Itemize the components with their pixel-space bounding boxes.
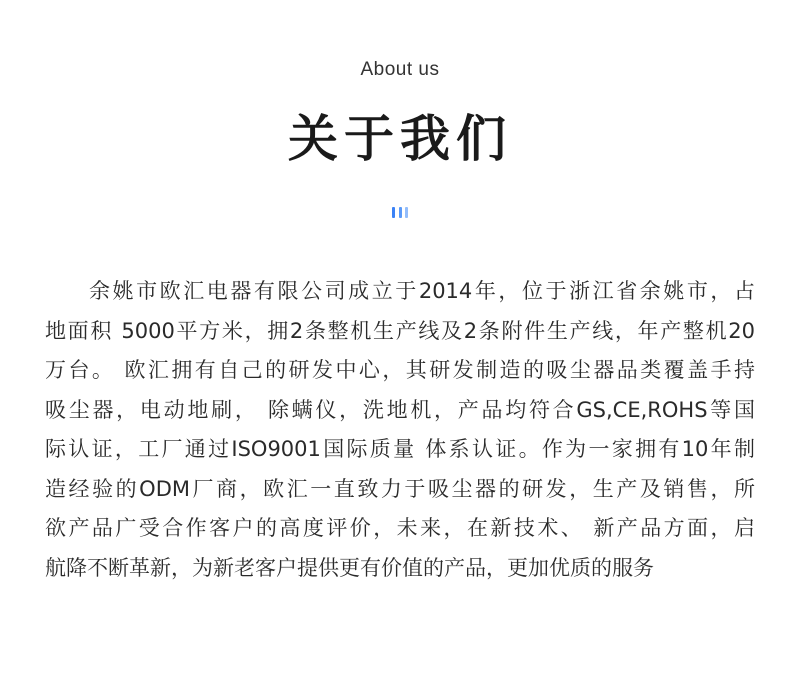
accent-bar <box>392 207 395 218</box>
paragraph-line: 欲产品广受合作客户的高度评价，未来，在新技术、 新产品方面，启 <box>45 516 755 540</box>
paragraph-line: 余姚市欧汇电器有限公司成立于2014年，位于浙江省余姚市，占 <box>89 279 755 303</box>
paragraph-line: 吸尘器，电动地刷， 除螨仪，洗地机，产品均符合GS,CE,ROHS等国 <box>45 397 755 422</box>
company-description <box>45 272 755 588</box>
paragraph-line: 航降不断革新，为新老客户提供更有价值的产品，更加优质的服务 <box>45 555 654 580</box>
section-title: 关于我们 <box>288 110 512 168</box>
section-subtitle: About us <box>360 59 440 80</box>
paragraph-line: 造经验的ODM厂商，欧汇一直致力于吸尘器的研发，生产及销售，所 <box>45 476 755 501</box>
accent-bar <box>405 207 408 218</box>
paragraph-line: 地面积 5000平方米，拥2条整机生产线及2条附件生产线，年产整机20 <box>45 318 755 343</box>
accent-bar <box>399 207 402 218</box>
title-accent-icon <box>392 207 408 218</box>
paragraph-line: 际认证，工厂通过ISO9001国际质量 体系认证。作为一家拥有10年制 <box>45 437 755 461</box>
paragraph-line: 万台。 欧汇拥有自己的研发中心，其研发制造的吸尘器品类覆盖手持 <box>45 358 755 382</box>
